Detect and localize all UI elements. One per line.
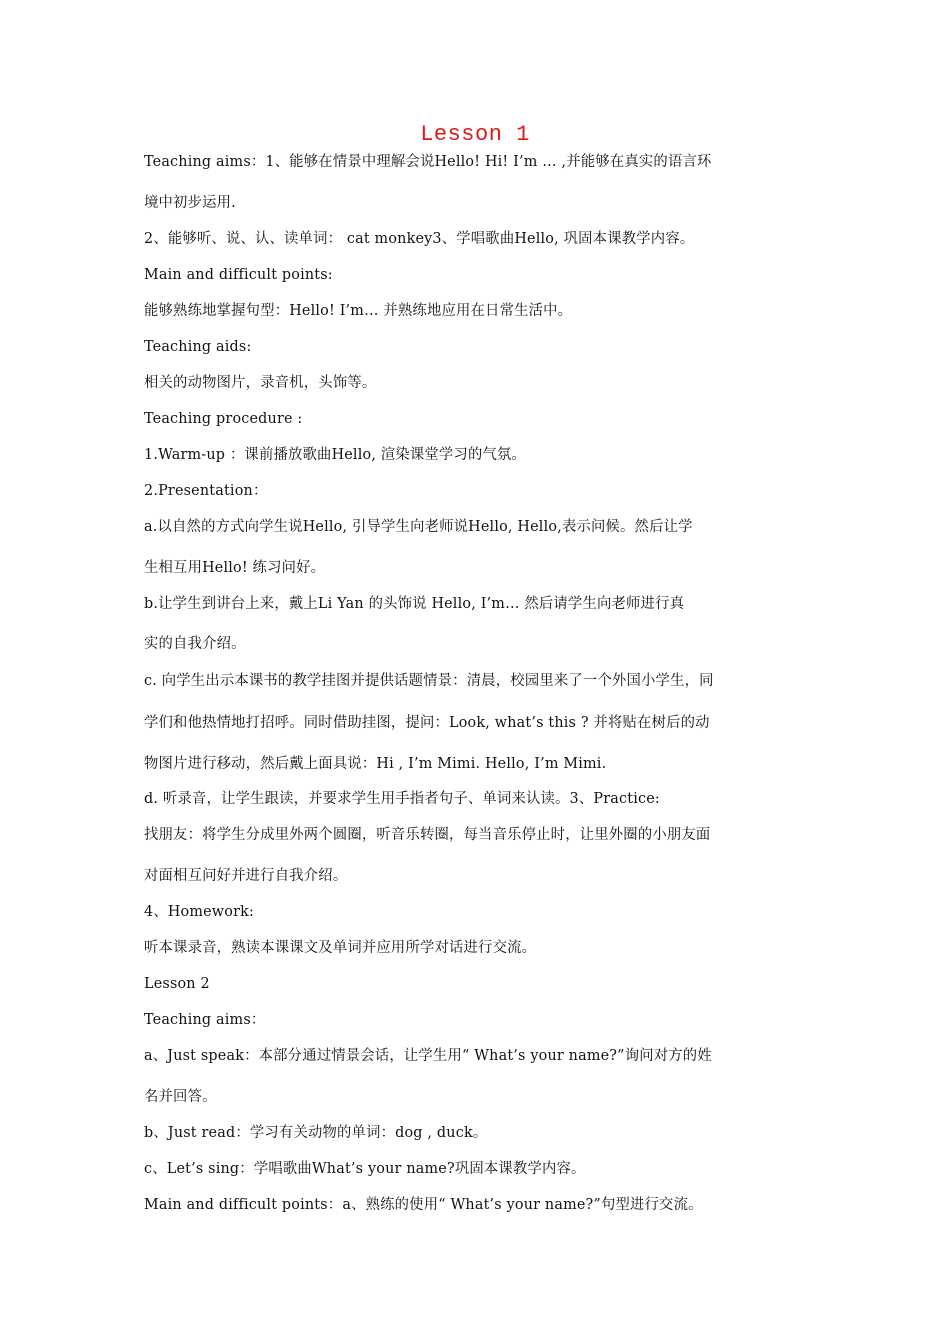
- text-line: 2.Presentation：: [144, 483, 268, 499]
- text-line: Teaching aims：: [144, 1012, 266, 1028]
- text-line: 生相互用Hello! 练习问好。: [144, 560, 326, 576]
- text-line: 境中初步运用.: [144, 195, 236, 211]
- text-line: Main and difficult points:: [144, 267, 333, 283]
- text-line: 找朋友：将学生分成里外两个圆圈，听音乐转圈，每当音乐停止时，让里外圈的小朋友面: [144, 827, 711, 843]
- text-line: 4、Homework:: [144, 904, 255, 920]
- text-line: c、Let’s sing：学唱歌曲What’s your name?巩固本课教学内容。: [144, 1161, 586, 1177]
- text-line: 听本课录音，熟读本课课文及单词并应用所学对话进行交流。: [144, 940, 537, 956]
- lesson-title: Lesson 1: [420, 122, 530, 147]
- text-line: 对面相互问好并进行自我介绍。: [144, 868, 348, 884]
- text-line: 相关的动物图片，录音机，头饰等。: [144, 375, 377, 391]
- text-line: Teaching aims：1、能够在情景中理解会说Hello! Hi! I’m … ,并能够在真实的语言环: [144, 154, 712, 170]
- text-line: 学们和他热情地打招呼。同时借助挂图，提问：Look, what’s this ? 并将贴在树后的动: [144, 715, 710, 731]
- text-line: Teaching aids:: [144, 339, 252, 355]
- text-line: a、Just speak：本部分通过情景会话，让学生用“ What’s your name?”询问对方的姓: [144, 1048, 712, 1064]
- text-line: Teaching procedure :: [144, 411, 303, 427]
- text-line: b.让学生到讲台上来，戴上Li Yan 的头饰说 Hello, I’m… 然后请学生向老师进行真: [144, 596, 685, 612]
- text-line: a.以自然的方式向学生说Hello, 引导学生向老师说Hello, Hello,表示问候。然后让学: [144, 519, 693, 535]
- text-line: Lesson 2: [144, 976, 210, 992]
- text-line: 2、能够听、说、认、读单词： cat monkey3、学唱歌曲Hello, 巩固本课教学内容。: [144, 231, 695, 247]
- text-line: 能够熟练地掌握句型：Hello! I’m… 并熟练地应用在日常生活中。: [144, 303, 573, 319]
- text-line: b、Just read：学习有关动物的单词：dog , duck。: [144, 1125, 488, 1141]
- text-line: 物图片进行移动，然后戴上面具说：Hi , I’m Mimi. Hello, I’m Mimi.: [144, 756, 607, 772]
- text-line: 名并回答。: [144, 1089, 217, 1105]
- text-line: c. 向学生出示本课书的教学挂图并提供话题情景：清晨，校园里来了一个外国小学生，同: [144, 673, 714, 689]
- text-line: 1.Warm-up ：课前播放歌曲Hello, 渲染课堂学习的气氛。: [144, 447, 527, 463]
- text-line: Main and difficult points：a、熟练的使用“ What’s your name?”句型进行交流。: [144, 1197, 703, 1213]
- text-line: 实的自我介绍。: [144, 636, 246, 652]
- text-line: d. 听录音，让学生跟读，并要求学生用手指者句子、单词来认读。3、Practice:: [144, 791, 660, 807]
